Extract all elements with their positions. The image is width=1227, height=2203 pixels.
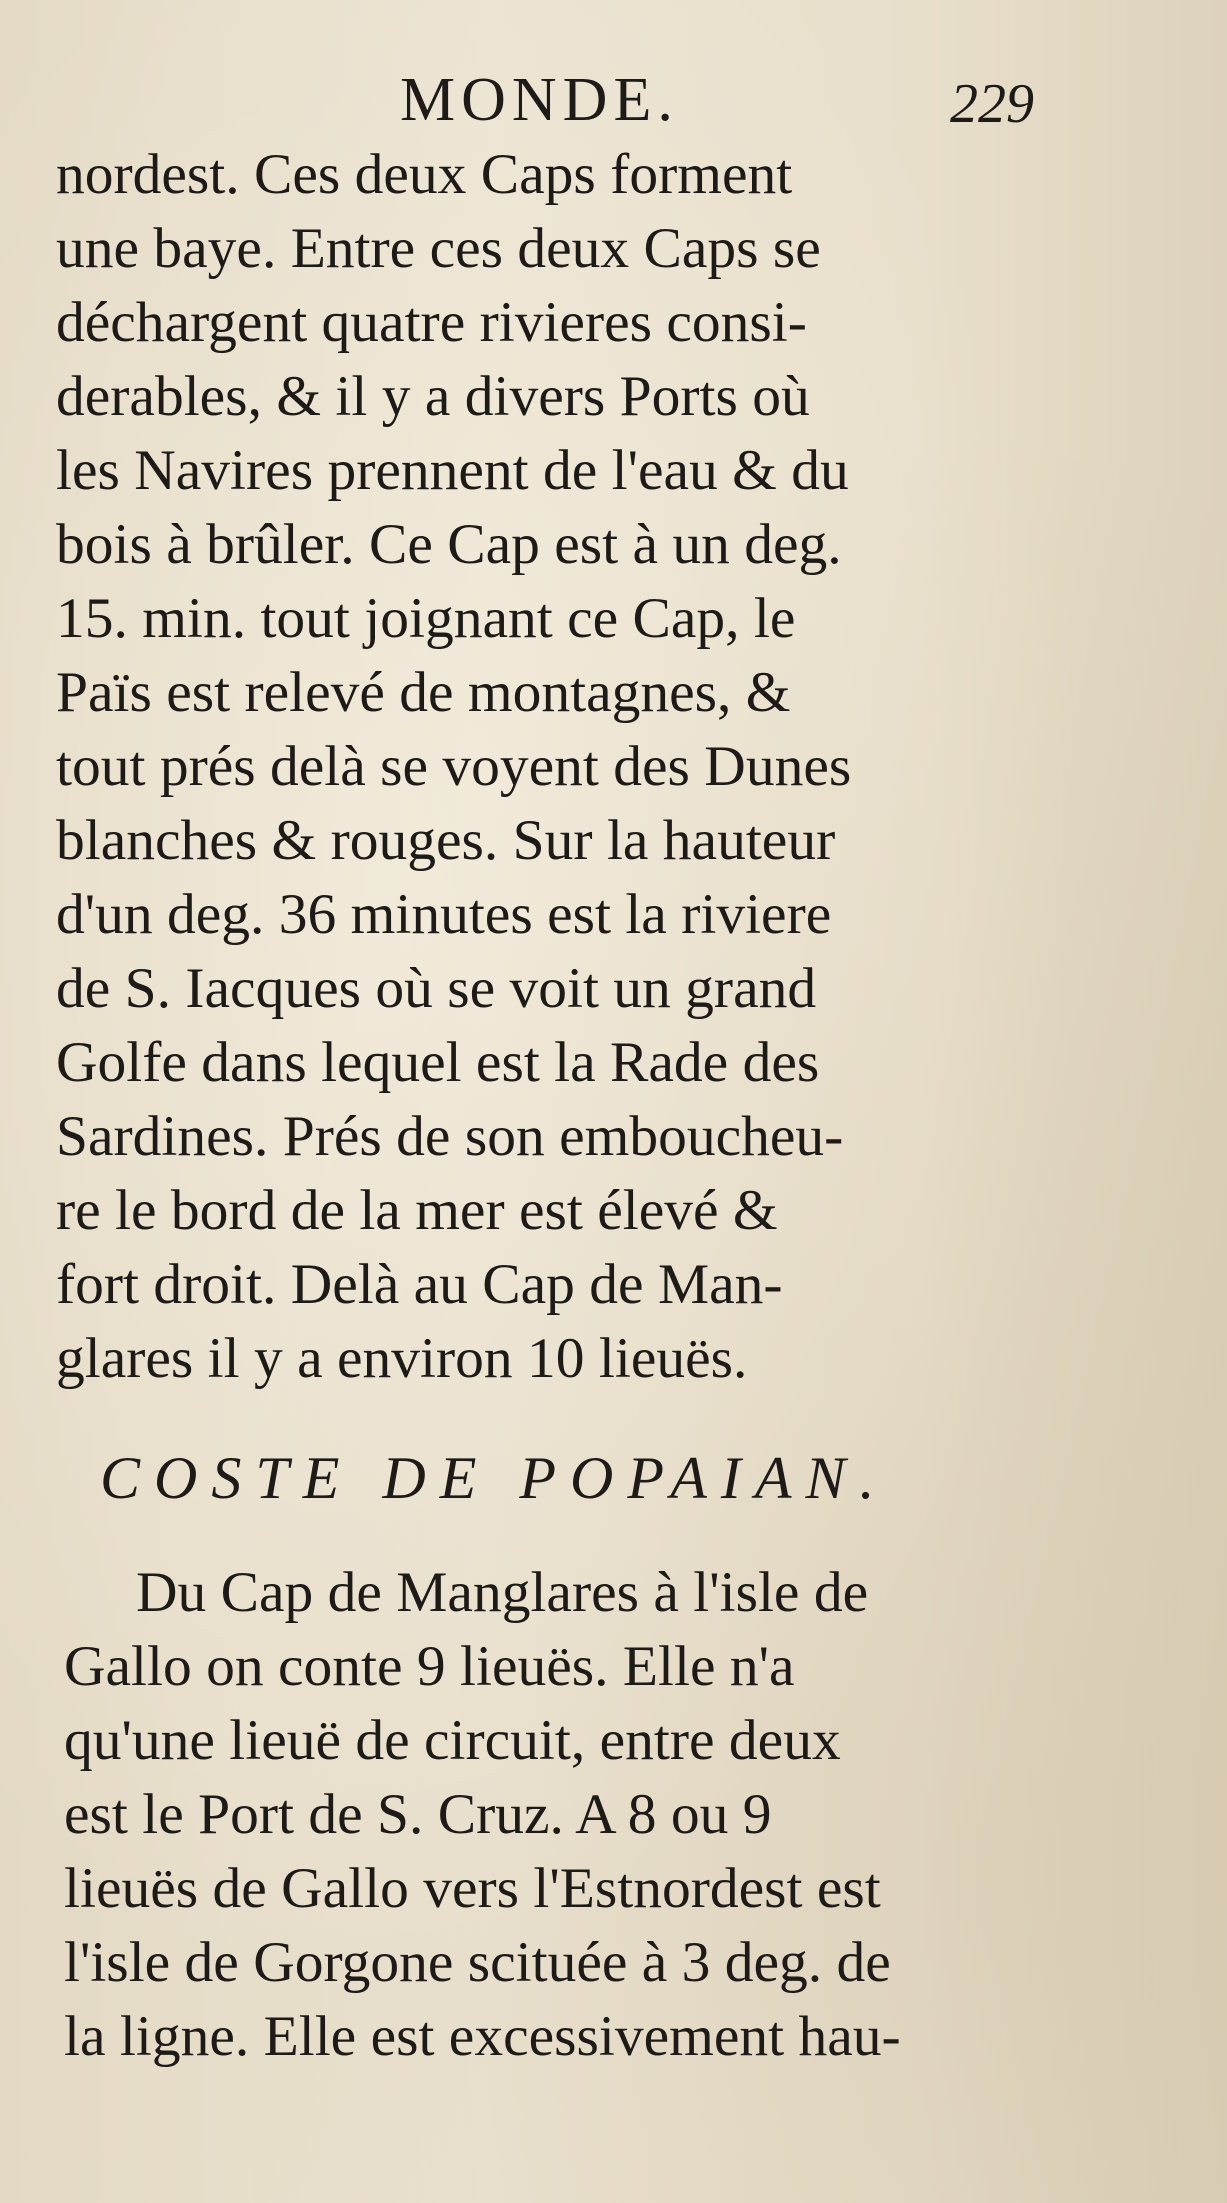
text-line: Du Cap de Manglares à l'isle de (136, 1561, 869, 1624)
text-line: Païs est relevé de montagnes, & (56, 661, 791, 724)
text-line: une baye. Entre ces deux Caps se (56, 217, 821, 280)
text-line: bois à brûler. Ce Cap est à un deg. (56, 513, 842, 576)
running-head (0, 60, 1227, 140)
text-line: derables, & il y a divers Ports où (56, 365, 810, 428)
text-line: Sardines. Prés de son emboucheu- (56, 1105, 844, 1168)
paragraph-2 (64, 1556, 1104, 2074)
text-line: d'un deg. 36 minutes est la riviere (56, 883, 832, 946)
running-head-title: MONDE. (400, 66, 679, 134)
text-line: les Navires prennent de l'eau & du (56, 439, 849, 502)
section-heading: COSTE DE POPAIAN. (100, 1445, 889, 1511)
text-line: lieuës de Gallo vers l'Estnordest est (64, 1857, 881, 1920)
text-line: tout prés delà se voyent des Dunes (56, 735, 852, 798)
text-line: qu'une lieuë de circuit, entre deux (64, 1709, 841, 1772)
text-line: Gallo on conte 9 lieuës. Elle n'a (64, 1635, 795, 1698)
text-line: blanches & rouges. Sur la hauteur (56, 809, 836, 872)
text-line: l'isle de Gorgone scituée à 3 deg. de (64, 1931, 891, 1994)
text-line: la ligne. Elle est excessivement hau- (64, 2005, 901, 2068)
paragraph-1 (56, 138, 1096, 1396)
text-line: est le Port de S. Cruz. A 8 ou 9 (64, 1783, 772, 1846)
text-line: de S. Iacques où se voit un grand (56, 957, 817, 1020)
text-line: 15. min. tout joignant ce Cap, le (56, 587, 796, 650)
text-line: glares il y a environ 10 lieuës. (56, 1327, 748, 1390)
text-line: re le bord de la mer est élevé & (56, 1179, 778, 1242)
text-line: fort droit. Delà au Cap de Man- (56, 1253, 783, 1316)
text-line: nordest. Ces deux Caps forment (56, 143, 793, 206)
text-line: Golfe dans lequel est la Rade des (56, 1031, 820, 1094)
page-number: 229 (950, 73, 1034, 135)
text-line: déchargent quatre rivieres consi- (56, 291, 807, 354)
